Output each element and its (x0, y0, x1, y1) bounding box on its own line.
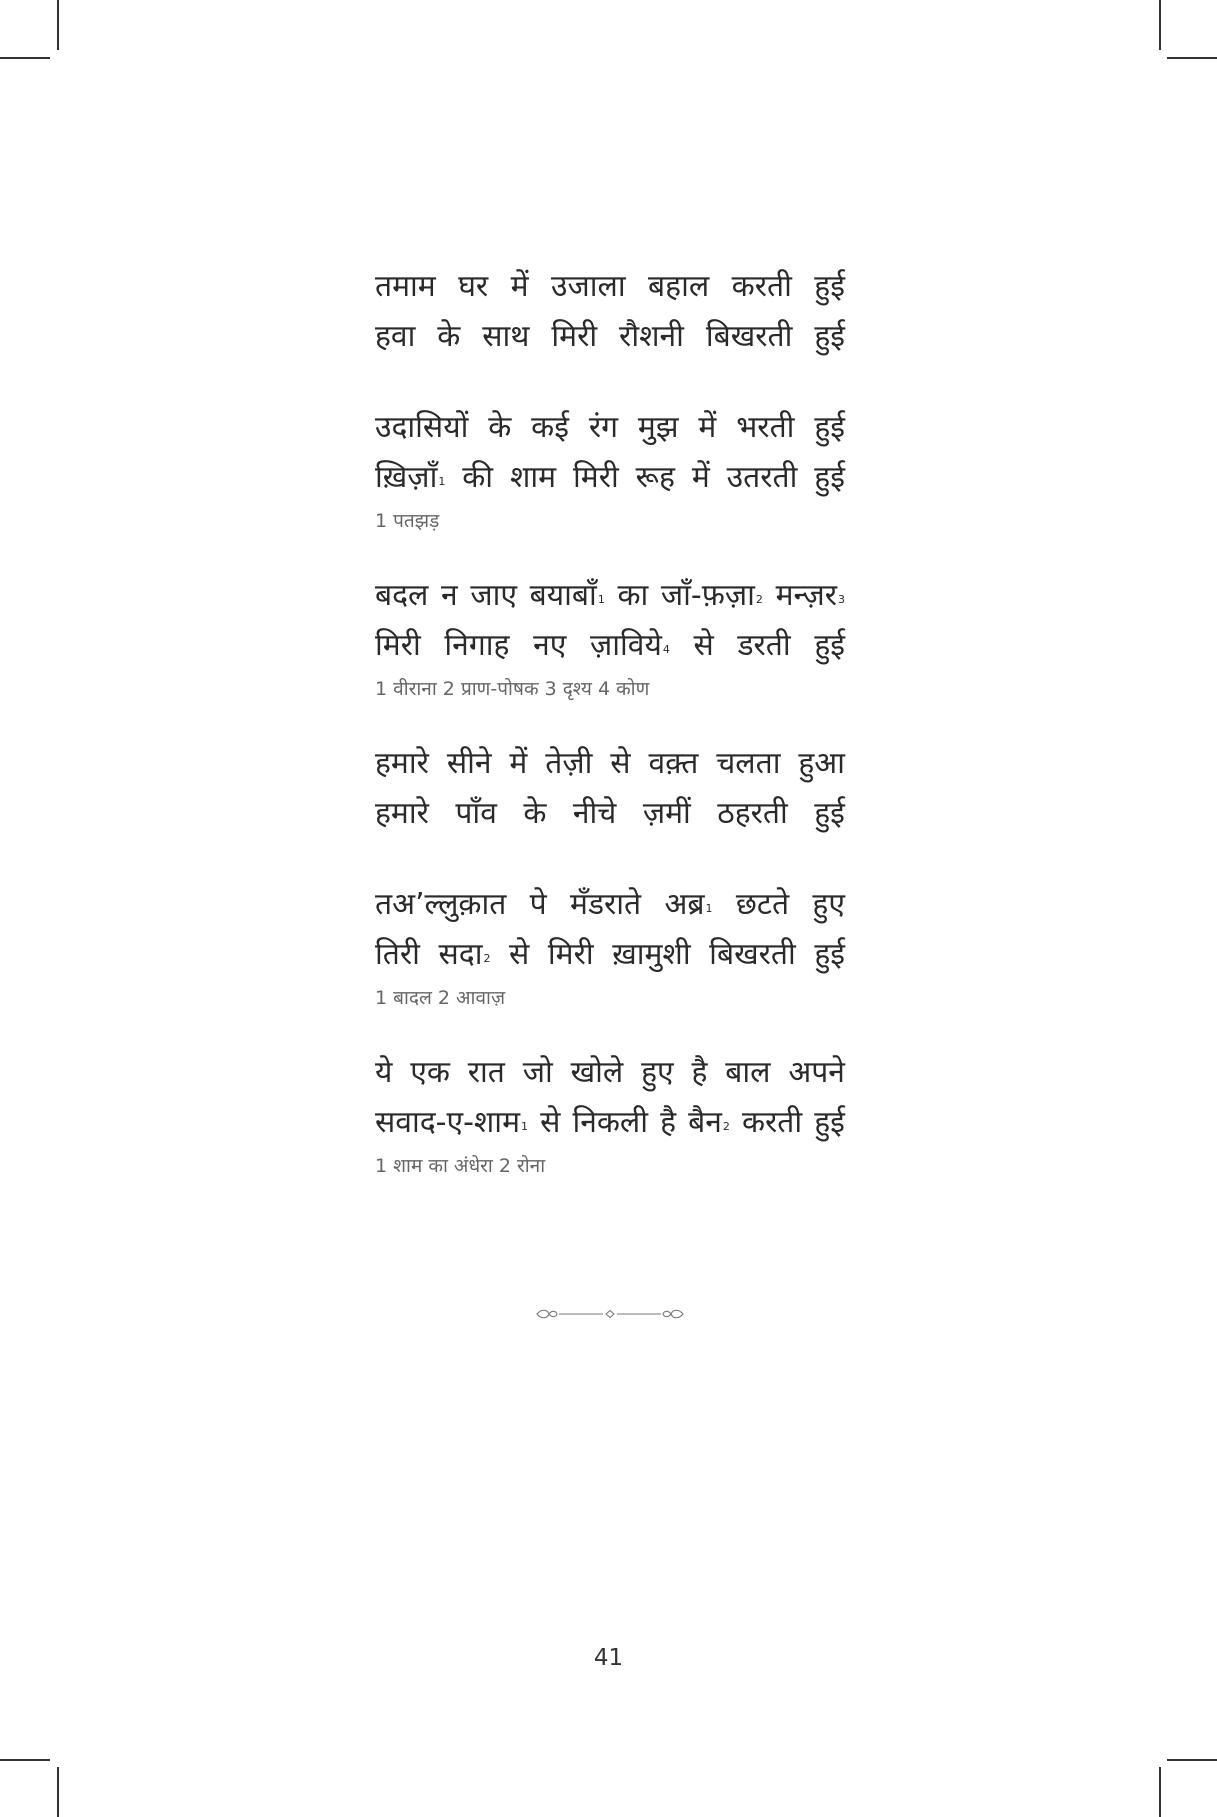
verse-word: नए (533, 628, 567, 663)
verse-word: हुई (814, 319, 845, 354)
verse-word: हुई (814, 937, 845, 972)
crop-mark-bottom-left-vertical (57, 1767, 59, 1817)
verse-line (375, 262, 845, 312)
crop-mark-top-left-horizontal (0, 57, 50, 59)
verse-word: बदल (375, 578, 429, 613)
stanza (375, 880, 845, 1012)
verse-word: तेज़ी (545, 746, 593, 781)
verse-word: उतरती (726, 460, 798, 495)
verse-word: हुआ (798, 746, 845, 781)
crop-mark-top-right-vertical (1159, 0, 1161, 50)
verse-word: में (509, 746, 528, 781)
verse-word: तमाम (375, 269, 436, 304)
verse-word: अपने (788, 1055, 845, 1090)
footnote-marker: 1 (521, 1120, 529, 1133)
verse-word: छटते (735, 887, 790, 922)
verse-word: में (698, 410, 717, 445)
page-number: 41 (593, 1645, 624, 1671)
poem-body (375, 262, 845, 1216)
stanza (375, 739, 845, 839)
verse-word: हुई (814, 628, 845, 663)
verse-word: ख़ामुशी (612, 937, 691, 972)
verse-word: भरती (736, 410, 795, 445)
verse-word: तअ’ल्लुक़ात (375, 887, 507, 922)
footnote-marker: 2 (483, 952, 491, 965)
verse-word: का (617, 578, 649, 613)
verse-word: सीने (446, 746, 492, 781)
verse-word: अब्र$^1$ (664, 887, 713, 922)
verse-word: सवाद-ए-शाम$^1$ (375, 1105, 529, 1140)
verse-word: शाम (509, 460, 557, 495)
verse-word: निगाह (444, 628, 510, 663)
verse-word: हमारे (375, 746, 429, 781)
verse-word: उजाला (551, 269, 626, 304)
verse-word: के (523, 796, 547, 831)
verse-word: में (510, 269, 529, 304)
verse-word: जाँ-फ़ज़ा$^2$ (660, 578, 763, 613)
footnote-marker: 1 (705, 902, 713, 915)
verse-word: हुई (814, 269, 845, 304)
stanza (375, 403, 845, 535)
verse-word: खोले (570, 1055, 624, 1090)
verse-line (375, 453, 845, 503)
verse-word: बयाबाँ$^1$ (529, 578, 605, 613)
verse-line (375, 1098, 845, 1148)
verse-word: बहाल (648, 269, 710, 304)
verse-word: उदासियों (375, 410, 469, 445)
verse-word: से (693, 628, 714, 663)
verse-word: जाए (470, 578, 517, 613)
verse-word: रंग (588, 410, 618, 445)
verse-word: तिरी (375, 937, 420, 972)
verse-word: ठहरती (717, 796, 788, 831)
verse-word: न (441, 578, 458, 613)
verse-word: पे (529, 887, 547, 922)
crop-mark-bottom-right-horizontal (1167, 1759, 1217, 1761)
verse-word: हवा (375, 319, 416, 354)
verse-word: निकली (572, 1105, 649, 1140)
crop-mark-top-left-vertical (57, 0, 59, 50)
verse-line (375, 739, 845, 789)
verse-word: ये (375, 1055, 393, 1090)
verse-word: रूह (635, 460, 675, 495)
footnote: 1 शाम का अंधेरा 2 रोना (375, 1155, 546, 1177)
verse-word: हुए (812, 887, 845, 922)
verse-word: वक़्त (648, 746, 699, 781)
verse-word: हमारे (375, 796, 429, 831)
verse-word: सदा$^2$ (438, 937, 491, 972)
verse-word: मन्ज़र$^3$ (775, 578, 845, 613)
verse-word: हुए (641, 1055, 674, 1090)
verse-word: है (660, 1105, 677, 1140)
verse-word: पाँव (455, 796, 497, 831)
verse-word: ज़मीं (642, 796, 691, 831)
footnote-marker: 1 (438, 475, 446, 488)
verse-word: करती (741, 1105, 803, 1140)
verse-word: बिखरती (709, 937, 796, 972)
verse-word: हुई (814, 410, 845, 445)
verse-word: में (691, 460, 710, 495)
footnote-marker: 2 (722, 1120, 730, 1133)
verse-line (375, 403, 845, 453)
crop-mark-top-right-horizontal (1167, 57, 1217, 59)
verse-word: के (437, 319, 461, 354)
verse-word: रौशनी (619, 319, 684, 354)
verse-word: ख़िज़ाँ$^1$ (375, 460, 446, 495)
verse-word: करती (731, 269, 792, 304)
verse-word: डरती (737, 628, 791, 663)
stanza (375, 571, 845, 703)
footnote: 1 पतझड़ (375, 510, 440, 532)
footnote: 1 बादल 2 आवाज़ (375, 987, 506, 1009)
crop-mark-bottom-right-vertical (1159, 1767, 1161, 1817)
verse-line (375, 571, 845, 621)
verse-word: से (540, 1105, 561, 1140)
verse-word: हुई (814, 796, 845, 831)
verse-word: है (691, 1055, 708, 1090)
verse-word: नीचे (572, 796, 617, 831)
footnote-marker: 3 (837, 593, 845, 606)
verse-word: एक (410, 1055, 450, 1090)
verse-word: बिखरती (705, 319, 793, 354)
verse-word: मँडराते (570, 887, 642, 922)
verse-word: बाल (725, 1055, 771, 1090)
verse-word: मिरी (547, 937, 594, 972)
footnote: 1 वीराना 2 प्राण-पोषक 3 दृश्य 4 कोण (375, 678, 650, 700)
verse-word: के (488, 410, 512, 445)
verse-word: मुझ (637, 410, 679, 445)
footnote-marker: 2 (755, 593, 763, 606)
verse-word: हुई (814, 1105, 845, 1140)
verse-line (375, 930, 845, 980)
verse-word: से (610, 746, 631, 781)
divider-flourish-icon (535, 1302, 685, 1326)
verse-line (375, 880, 845, 930)
verse-word: की (462, 460, 494, 495)
verse-word: साथ (482, 319, 530, 354)
stanza (375, 1048, 845, 1180)
verse-word: जो (522, 1055, 553, 1090)
verse-word: घर (458, 269, 489, 304)
footnote-marker: 4 (662, 643, 670, 656)
verse-word: रात (467, 1055, 505, 1090)
verse-line (375, 312, 845, 362)
verse-word: बैन$^2$ (688, 1105, 730, 1140)
verse-word: हुई (814, 460, 845, 495)
verse-word: से (509, 937, 530, 972)
verse-word: कई (531, 410, 569, 445)
verse-word: चलता (716, 746, 781, 781)
verse-word: ज़ाविये$^4$ (589, 628, 670, 663)
verse-line (375, 621, 845, 671)
crop-mark-bottom-left-horizontal (0, 1759, 50, 1761)
verse-word: मिरी (573, 460, 619, 495)
stanza (375, 262, 845, 362)
verse-line (375, 1048, 845, 1098)
verse-word: मिरी (375, 628, 421, 663)
footnote-marker: 1 (597, 593, 605, 606)
verse-line (375, 789, 845, 839)
verse-word: मिरी (551, 319, 598, 354)
